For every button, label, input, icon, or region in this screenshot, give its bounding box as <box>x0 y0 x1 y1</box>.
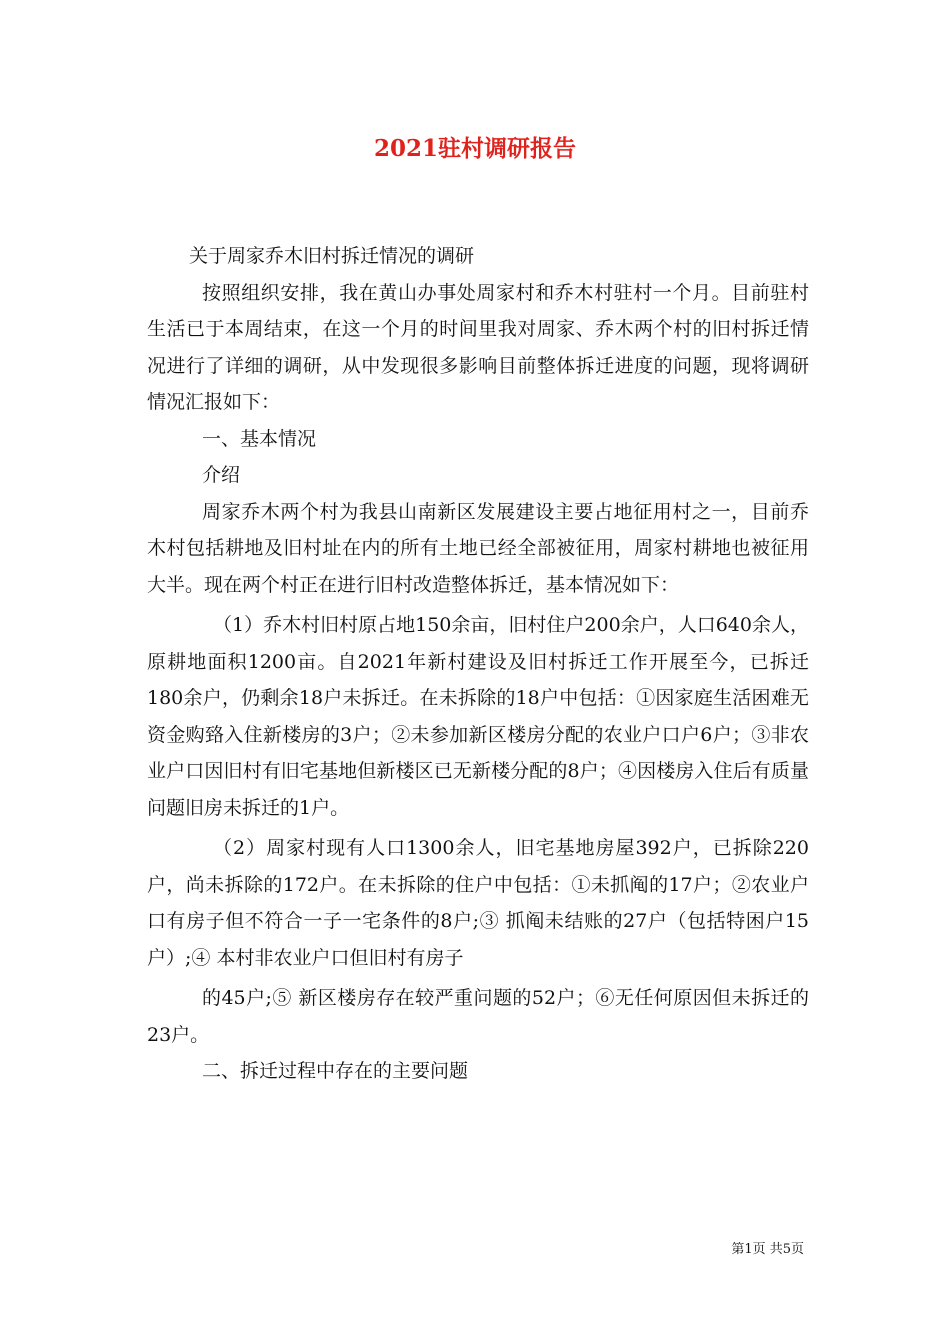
section-subheading-intro: 介绍 <box>202 464 241 486</box>
section-heading-basic-info: 一、基本情况 <box>202 427 317 450</box>
basic-info-paragraph: 周家乔木两个村为我县山南新区发展建设主要占地征用村之一，目前乔木村包括耕地及旧村址在内的所有土地已经全部被征用，周家村耕地也被征用大半。现在两个村正在进行旧村改造整体拆迁，基本情况如下： <box>147 500 809 596</box>
item-qiaomu-village: （1）乔木村旧村原占地150余亩，旧村住户200余户，人口640余人，原耕地面积1200亩。自2021年新村建设及旧村拆迁工作开展至今，已拆迁180余户，仍剩余18户未拆迁。在未拆除的18户中包括：①因家庭生活困难无资金购臵入住新楼房的3户；②未参加新区楼房分配的农业户口户6户；③非农业户口因旧村有旧宅基地但新楼区已无新楼分配的8户；④因楼房入住后有质量问题旧房未拆迁的1户。 <box>147 614 809 819</box>
page-number: 第1页 共5页 <box>731 1242 804 1257</box>
document-subtitle: 关于周家乔木旧村拆迁情况的调研 <box>189 245 475 267</box>
page-title: 2021驻村调研报告 <box>373 135 576 162</box>
intro-paragraph: 按照组织安排，我在黄山办事处周家村和乔木村驻村一个月。目前驻村生活已于本周结束，在这一个月的时间里我对周家、乔木两个村的旧村拆迁情况进行了详细的调研，从中发现很多影响目前整体拆迁进度的问题，现将调研情况汇报如下： <box>147 281 809 413</box>
item-zhoujia-continued: 的45户;⑤ 新区楼房存在较严重问题的52户；⑥无任何原因但未拆迁的23户。 <box>147 987 809 1046</box>
section-heading-main-problems: 二、拆迁过程中存在的主要问题 <box>202 1060 469 1082</box>
document-body <box>147 238 809 1090</box>
item-zhoujia-village: （2）周家村现有人口1300余人，旧宅基地房屋392户，已拆除220户，尚未拆除的172户。在未拆除的住户中包括：①未抓阄的17户；②农业户口有房子但不符合一子一宅条件的8户;③ 抓阄未结账的27户（包括特困户15户）;④ 本村非农业户口但旧村有房子 <box>147 837 809 969</box>
